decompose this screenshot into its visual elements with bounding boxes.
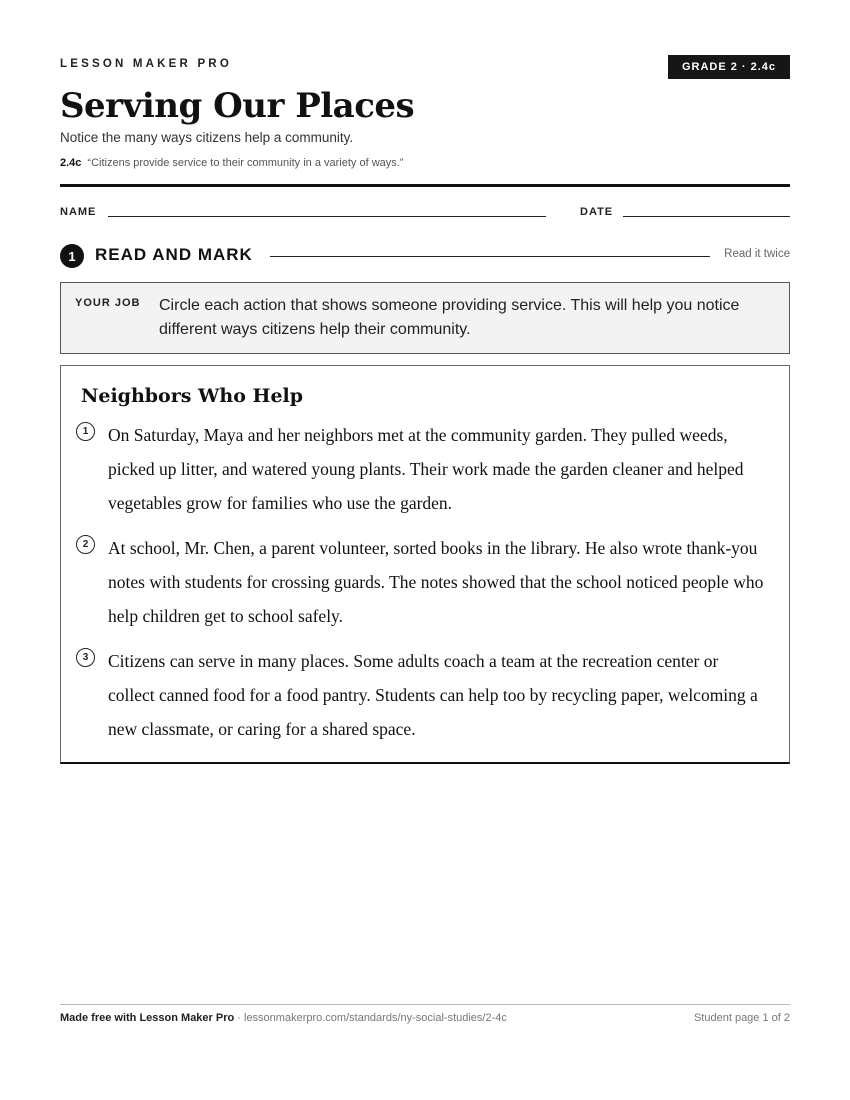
section-title: READ AND MARK <box>95 245 253 264</box>
step-number-badge: 1 <box>60 244 84 268</box>
name-label: NAME <box>60 206 97 218</box>
passage-title: Neighbors Who Help <box>81 385 304 407</box>
reading-passage <box>60 365 790 764</box>
grade-badge: GRADE 2 · 2.4c <box>668 55 790 79</box>
date-label: DATE <box>580 206 614 218</box>
section-divider <box>270 256 710 257</box>
page-indicator: Student page 1 of 2 <box>693 1012 790 1024</box>
paragraph-number-marker: 3 <box>76 648 95 667</box>
paragraph-number-marker: 1 <box>76 422 95 441</box>
header-divider <box>60 184 790 187</box>
standard-line <box>60 157 403 169</box>
passage-paragraph: On Saturday, Maya and her neighbors met at the community garden. They pulled weeds, picked up litter, and watered young plants. Their work made the garden cleaner and helped vegetables grow for families who use the garden. <box>108 425 744 513</box>
footer-brand: Made free with Lesson Maker Pro <box>60 1012 235 1024</box>
standard-code: 2.4c <box>60 157 82 169</box>
date-field-line[interactable] <box>623 216 790 217</box>
name-field-line[interactable] <box>108 216 546 217</box>
footer-divider <box>60 1004 790 1005</box>
section-note: Read it twice <box>724 248 790 260</box>
page-title: Serving Our Places <box>60 86 415 126</box>
footer-credit <box>60 1012 507 1024</box>
paragraph-number-marker: 2 <box>76 535 95 554</box>
passage-paragraph: At school, Mr. Chen, a parent volunteer, sorted books in the library. He also wrote thank-you notes with students for crossing guards. The notes showed that the school noticed people who help children get to school safely. <box>108 538 764 626</box>
instructions-label: YOUR JOB <box>75 297 141 309</box>
instructions-box <box>60 282 790 354</box>
page-subtitle: Notice the many ways citizens help a community. <box>60 130 354 145</box>
standard-text: “Citizens provide service to their community in a variety of ways.” <box>87 157 404 169</box>
instructions-text: Circle each action that shows someone providing service. This will help you notice different ways citizens help their community. <box>159 297 740 338</box>
passage-paragraph: Citizens can serve in many places. Some adults coach a team at the recreation center or collect canned food for a food pantry. Students can help too by recycling paper, welcoming a new classmate, or caring for a shared space. <box>108 651 758 739</box>
brand-name: LESSON MAKER PRO <box>60 58 232 70</box>
footer-url[interactable]: · lessonmakerpro.com/standards/ny-social-studies/2-4c <box>234 1012 507 1024</box>
